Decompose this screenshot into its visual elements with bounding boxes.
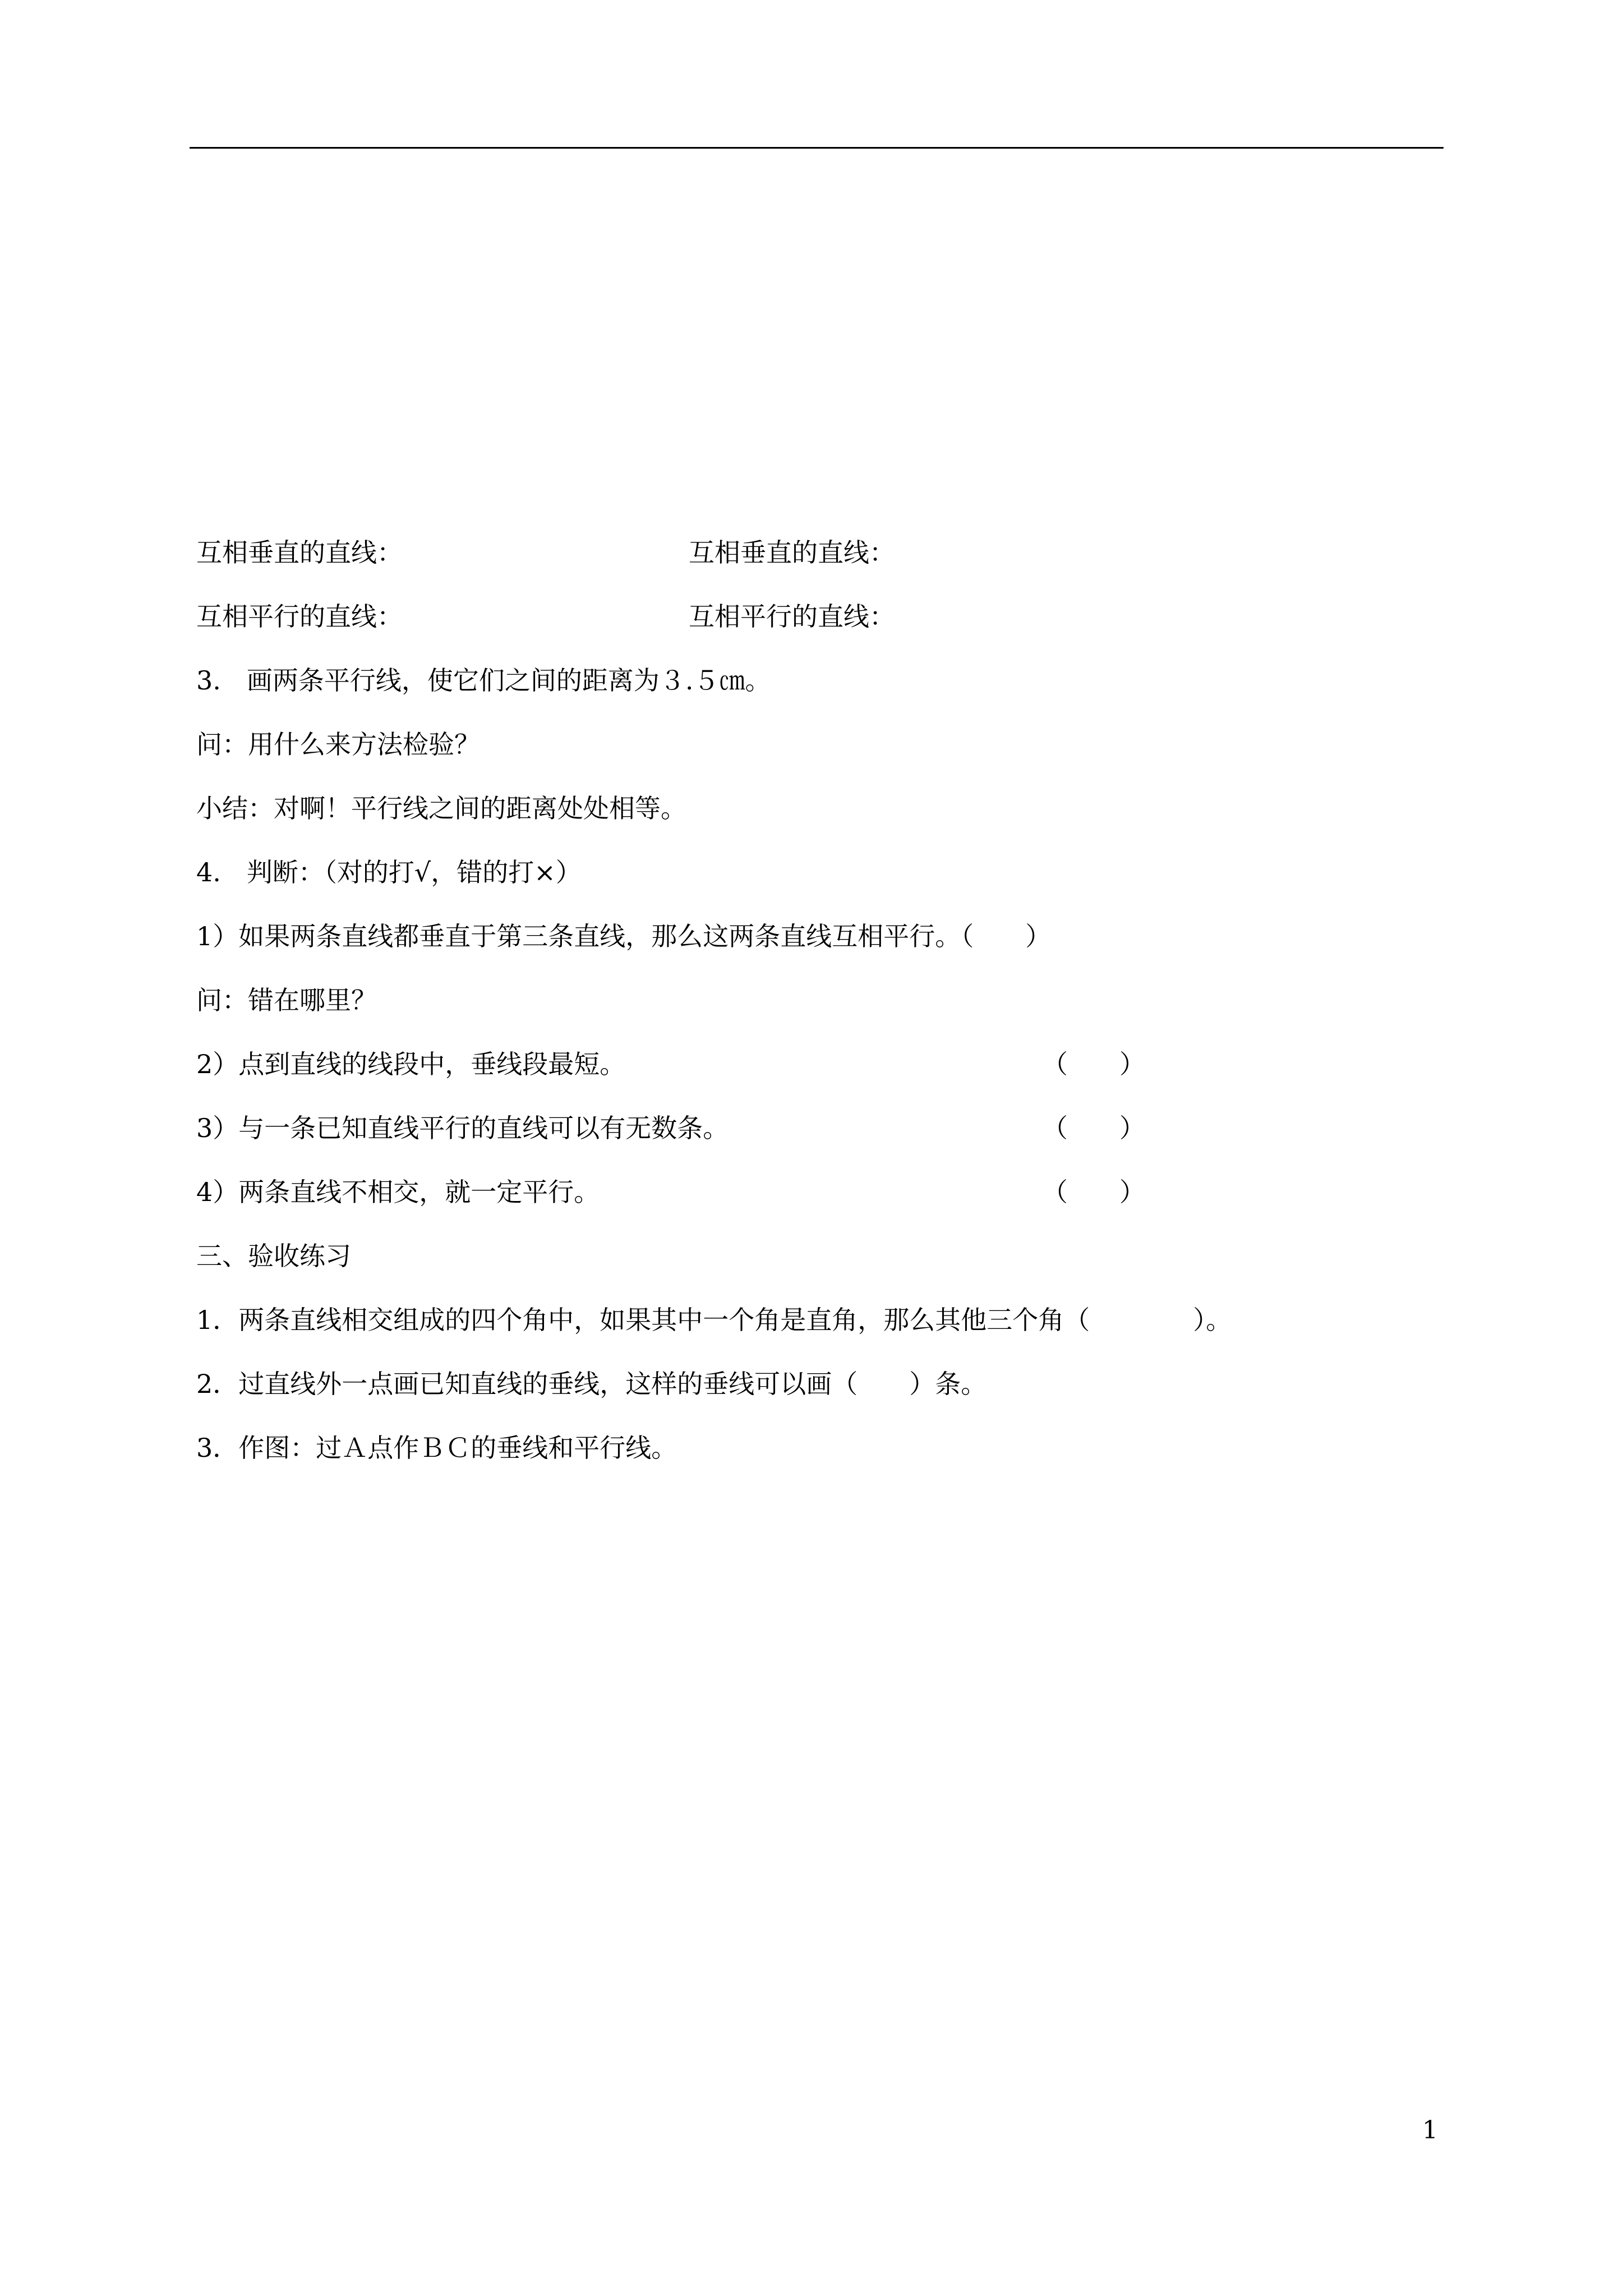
- left-perpendicular-label: 互相垂直的直线：: [196, 537, 403, 568]
- right-parallel-label: 互相平行的直线：: [689, 601, 895, 632]
- question-3-ask: 问：用什么来方法检验？: [196, 729, 480, 760]
- page-number: 1: [1422, 2116, 1438, 2145]
- exercise-3: 3．作图：过Ａ点作ＢＣ的垂线和平行线。: [196, 1433, 677, 1463]
- judgement-item-4-blank: （ ）: [1042, 1177, 1145, 1207]
- judgement-item-3-blank: （ ）: [1042, 1113, 1145, 1143]
- question-4-heading: 4. 判断：（对的打√，错的打×）: [196, 857, 582, 887]
- judgement-item-4: 4）两条直线不相交，就一定平行。: [196, 1177, 600, 1207]
- left-parallel-label: 互相平行的直线：: [196, 601, 403, 632]
- judgement-item-2: 2）点到直线的线段中，垂线段最短。: [196, 1049, 626, 1079]
- question-3-draw-parallel: 3. 画两条平行线，使它们之间的距离为３.５㎝。: [196, 665, 771, 696]
- question-3-summary: 小结：对啊！平行线之间的距离处处相等。: [196, 793, 686, 823]
- exercise-2: 2．过直线外一点画已知直线的垂线，这样的垂线可以画（ ）条。: [196, 1369, 987, 1399]
- judgement-item-1-ask: 问：错在哪里？: [196, 985, 377, 1015]
- header-rule: [190, 147, 1444, 149]
- exercise-1: 1．两条直线相交组成的四个角中，如果其中一个角是直角，那么其他三个角（ ）。: [196, 1305, 1232, 1335]
- judgement-item-2-blank: （ ）: [1042, 1049, 1145, 1079]
- section-3-heading: 三、验收练习: [196, 1241, 351, 1271]
- judgement-item-3: 3）与一条已知直线平行的直线可以有无数条。: [196, 1113, 729, 1143]
- right-perpendicular-label: 互相垂直的直线：: [689, 537, 895, 568]
- judgement-item-1: 1）如果两条直线都垂直于第三条直线，那么这两条直线互相平行。（ ）: [196, 921, 1052, 951]
